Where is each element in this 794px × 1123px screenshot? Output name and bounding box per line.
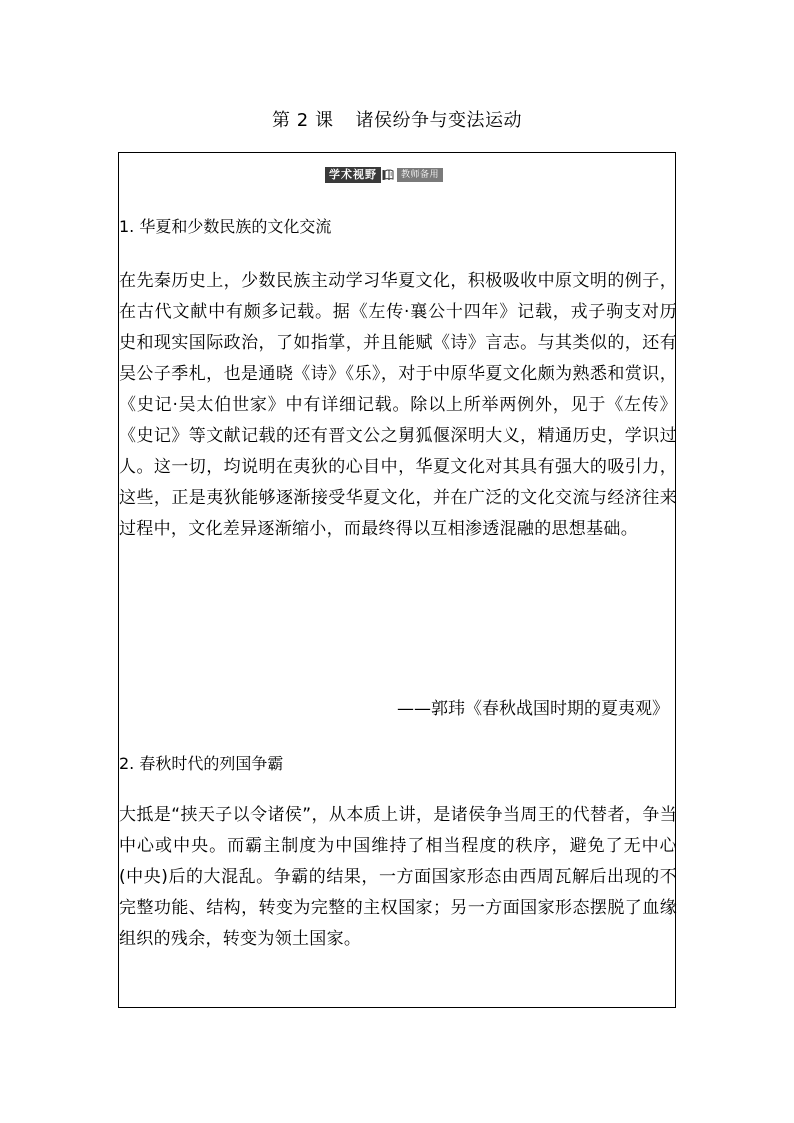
academic-banner <box>325 167 443 183</box>
section-source-1: ——郭玮《春秋战国时期的夏夷观》 <box>397 699 669 719</box>
page-title <box>0 106 794 132</box>
section-body-1: 在先秦历史上，少数民族主动学习华夏文化，积极吸收中原文明的例子，在古代文献中有颇多记载。据《左传·襄公十四年》记载，戎子驹支对历史和现实国际政治，了如指掌，并且能赋《诗》言志。与其类似的，还有吴公子季札，也是通晓《诗》《乐》，对于中原华夏文化颇为熟悉和赏识，《史记·吴太伯世家》中有详细记载。除以上所举两例外，见于《左传》《史记》等文献记载的还有晋文公之舅狐偃深明大义，精通历史，学识过人。这一切，均说明在夷狄的心目中，华夏文化对其具有强大的吸引力，这些，正是夷狄能够逐渐接受华夏文化，并在广泛的文化交流与经济往来过程中，文化差异逐渐缩小，而最终得以互相渗透混融的思想基础。 <box>119 271 677 539</box>
lesson-label: 第 2 课 <box>272 110 334 131</box>
section-heading-1: 1. 华夏和少数民族的文化交流 <box>119 217 332 236</box>
banner-main-label: 学术视野 <box>325 167 381 183</box>
lesson-title: 诸侯纷争与变法运动 <box>355 110 522 131</box>
section-heading-2: 2. 春秋时代的列国争霸 <box>119 754 284 773</box>
banner-sub-label: 教师备用 <box>397 168 443 182</box>
book-icon <box>381 167 397 183</box>
section-body-2: 大抵是“挟天子以令诸侯”，从本质上讲，是诸侯争当周王的代替者，争当中心或中央。而霸主制度为中国维持了相当程度的秩序，避免了无中心(中央)后的大混乱。争霸的结果，一方面国家形态由西周瓦解后出现的不完整功能、结构，转变为完整的主权国家；另一方面国家形态摆脱了血缘组织的残余，转变为领土国家。 <box>119 805 677 949</box>
academic-perspective-box <box>118 152 676 1008</box>
